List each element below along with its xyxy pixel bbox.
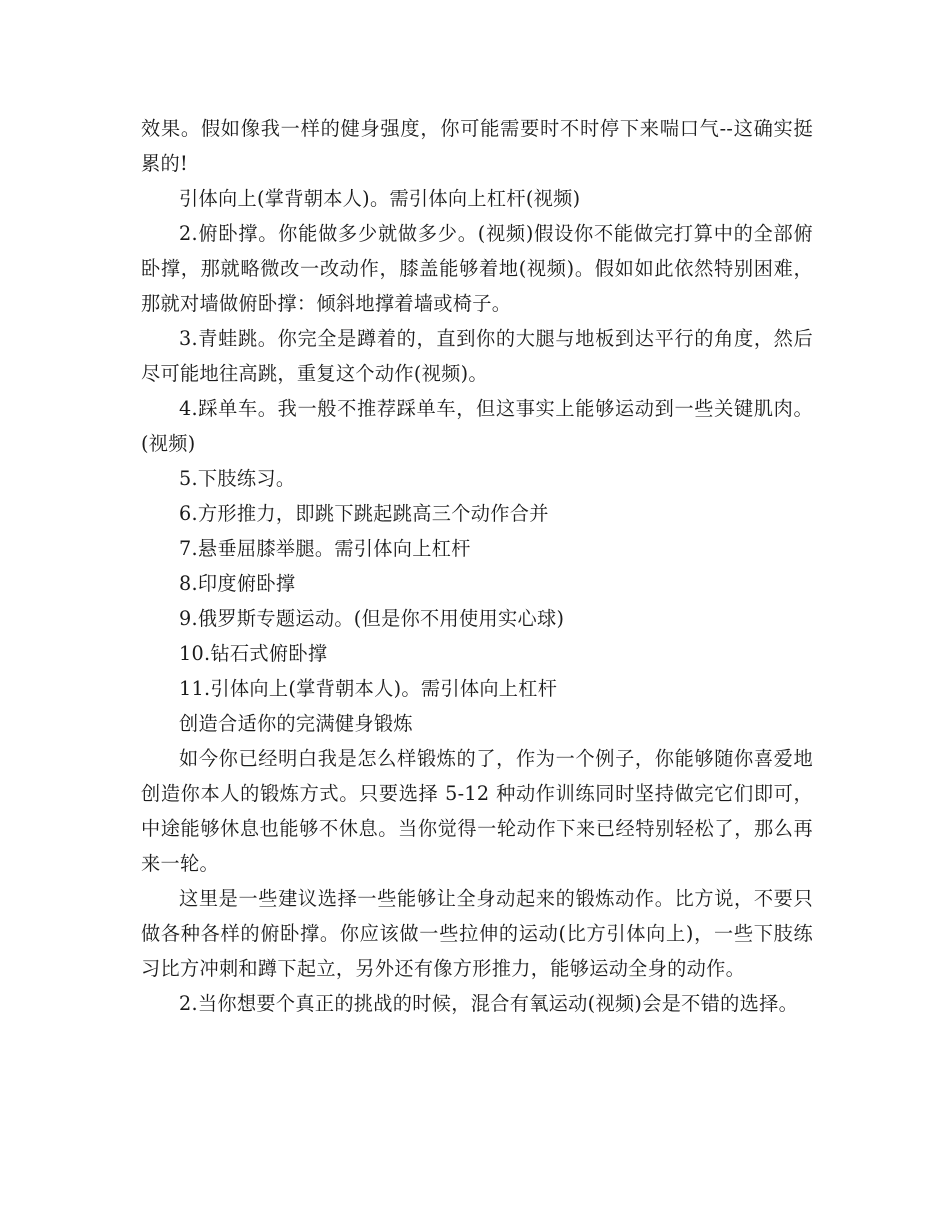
paragraph-6: 5.下肢练习。 <box>179 467 296 490</box>
paragraph-10: 9.俄罗斯专题运动。(但是你不用使用实心球) <box>179 607 565 630</box>
paragraph-4: 3.青蛙跳。你完全是蹲着的，直到你的大腿与地板到达平行的角度，然后尽可能地往高跳，重复这个动作(视频)。 <box>141 327 813 385</box>
paragraph-9: 8.印度俯卧撑 <box>179 572 296 595</box>
paragraph-11: 10.钻石式俯卧撑 <box>179 642 328 665</box>
paragraph-2: 引体向上(掌背朝本人)。需引体向上杠杆(视频) <box>179 187 581 210</box>
paragraph-14: 如今你已经明白我是怎么样锻炼的了，作为一个例子，你能够随你喜爱地创造你本人的锻炼方式。只要选择 5-12 种动作训练同时坚持做完它们即可，中途能够休息也能够不休息。当你觉得一轮动作下来已经特别轻松了，那么再来一轮。 <box>141 747 813 875</box>
paragraph-15: 这里是一些建议选择一些能够让全身动起来的锻炼动作。比方说，不要只做各种各样的俯卧撑。你应该做一些拉伸的运动(比方引体向上)，一些下肢练习比方冲刺和蹲下起立，另外还有像方形推力，能够运动全身的动作。 <box>141 887 813 980</box>
paragraph-7: 6.方形推力，即跳下跳起跳高三个动作合并 <box>179 502 549 525</box>
section-heading: 创造合适你的完满健身锻炼 <box>179 712 413 735</box>
paragraph-1: 效果。假如像我一样的健身强度，你可能需要时不时停下来喘口气--这确实挺累的! <box>141 117 813 175</box>
paragraph-12: 11.引体向上(掌背朝本人)。需引体向上杠杆 <box>179 677 558 700</box>
paragraph-8: 7.悬垂屈膝举腿。需引体向上杠杆 <box>179 537 471 560</box>
paragraph-5: 4.踩单车。我一般不推荐踩单车，但这事实上能够运动到一些关键肌肉。(视频) <box>141 397 813 455</box>
paragraph-3: 2.俯卧撑。你能做多少就做多少。(视频)假设你不能做完打算中的全部俯卧撑，那就略微改一改动作，膝盖能够着地(视频)。假如如此依然特别困难，那就对墙做俯卧撑：倾斜地撑着墙或椅子。 <box>141 222 813 315</box>
paragraph-16: 2.当你想要个真正的挑战的时候，混合有氧运动(视频)会是不错的选择。 <box>179 992 799 1015</box>
document-page <box>141 111 813 1021</box>
